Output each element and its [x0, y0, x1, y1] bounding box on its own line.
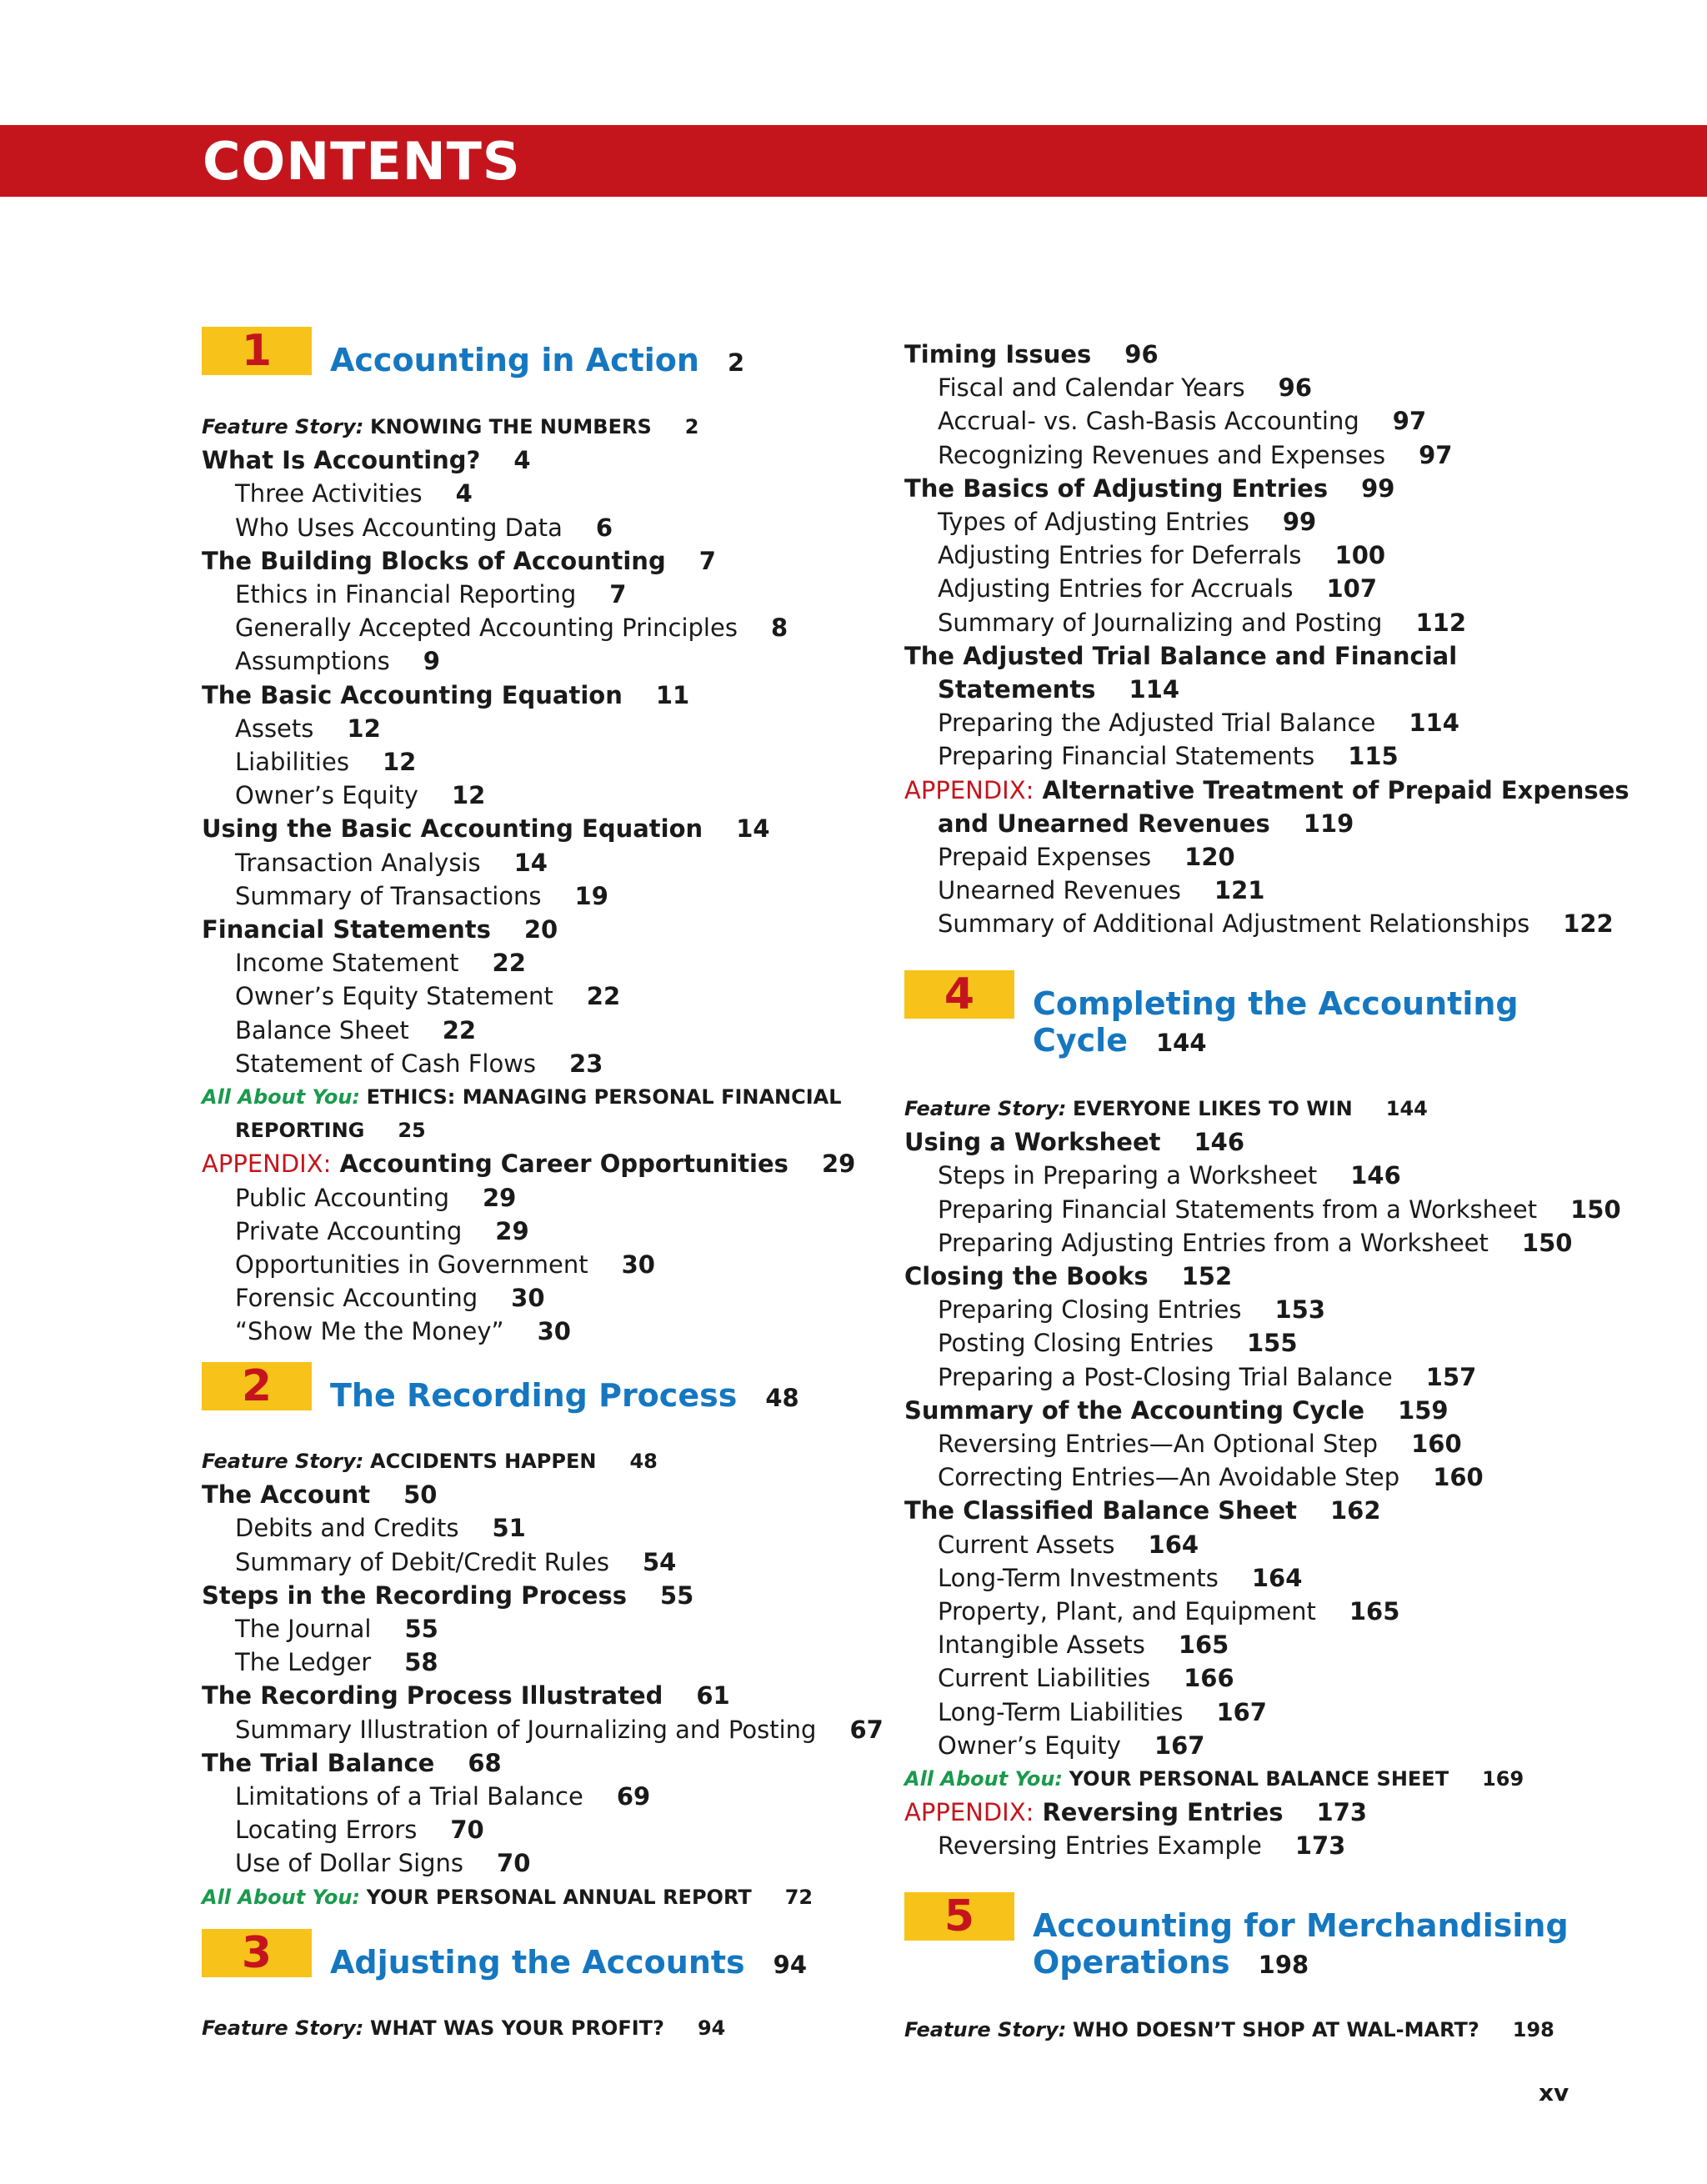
entry-page-number: 14 [736, 814, 770, 843]
entry-title: Public Accounting [235, 1184, 449, 1212]
entry-title: Reversing Entries—An Optional Step [938, 1430, 1379, 1458]
entry-page-number: 2 [684, 415, 699, 438]
entry-label: All About You: [904, 1767, 1063, 1791]
entry-page-number: 4 [455, 479, 473, 508]
entry-title: Three Activities [235, 479, 423, 508]
entry-title: Unearned Revenues [938, 876, 1181, 904]
chapter-title[interactable] [330, 1944, 807, 1983]
toc-subsection[interactable] [235, 946, 526, 979]
chapter-title[interactable] [330, 1377, 799, 1416]
toc-subsection[interactable] [235, 1014, 476, 1047]
entry-page-number: 159 [1398, 1396, 1449, 1425]
entry-label: All About You: [202, 1085, 360, 1109]
entry-page-number: 146 [1194, 1128, 1245, 1156]
entry-page-number: 114 [1409, 709, 1459, 737]
entry-page-number: 22 [586, 982, 621, 1010]
toc-subsection[interactable] [938, 1193, 1621, 1226]
entry-page-number: 30 [621, 1250, 655, 1279]
entry-title: Summary of the Accounting Cycle [904, 1396, 1365, 1425]
entry-page-number: 55 [404, 1615, 438, 1643]
entry-title: The Trial Balance [202, 1749, 435, 1777]
entry-title: Owner’s Equity Statement [235, 982, 553, 1010]
entry-page-number: 160 [1433, 1463, 1484, 1491]
entry-page-number: 114 [1129, 675, 1180, 704]
chapter-title[interactable] [1033, 1907, 1569, 1983]
toc-subsection[interactable] [938, 1595, 1399, 1628]
entry-title: Limitations of a Trial Balance [235, 1782, 583, 1811]
entry-page-number: 165 [1178, 1630, 1229, 1659]
toc-subsection[interactable] [938, 1729, 1204, 1762]
entry-page-number: 23 [569, 1049, 603, 1078]
toc-subsection[interactable] [235, 511, 613, 544]
entry-title: and Unearned Revenues [938, 809, 1270, 838]
toc-section-heading[interactable] [904, 1494, 1381, 1527]
entry-page-number: 120 [1184, 843, 1235, 871]
chapter-title-text-line2: Operations [1033, 1944, 1230, 1981]
entry-title: Current Assets [938, 1530, 1115, 1559]
entry-title: Closing the Books [904, 1262, 1149, 1290]
toc-subsection[interactable] [938, 1460, 1484, 1494]
toc-subsection[interactable] [235, 979, 620, 1013]
entry-title: Generally Accepted Accounting Principles [235, 614, 738, 642]
entry-title: Reversing Entries [1042, 1798, 1284, 1826]
chapter-title-text-line2: Cycle [1033, 1022, 1128, 1059]
toc-subsection[interactable] [235, 1780, 650, 1813]
page-title: CONTENTS [203, 131, 521, 192]
toc-section-heading[interactable] [202, 913, 558, 946]
toc-section-heading[interactable] [202, 443, 531, 477]
chapter-title-text: Adjusting the Accounts [330, 1944, 745, 1981]
entry-page-number: 12 [382, 748, 417, 776]
chapter-number-chip: 3 [202, 1929, 312, 1977]
chapter-title-text: Accounting in Action [330, 342, 699, 378]
toc-subsection[interactable] [938, 1696, 1267, 1729]
toc-subsection[interactable] [938, 1360, 1476, 1394]
entry-title: Correcting Entries—An Avoidable Step [938, 1463, 1400, 1491]
entry-page-number: 29 [482, 1184, 517, 1212]
toc-section-heading[interactable] [202, 1579, 693, 1612]
entry-label: Feature Story: [202, 1450, 364, 1473]
toc-subsection[interactable] [938, 1427, 1462, 1460]
entry-title: EVERYONE LIKES TO WIN [1073, 1097, 1353, 1120]
entry-title: Property, Plant, and Equipment [938, 1597, 1316, 1625]
entry-page-number: 29 [821, 1150, 856, 1178]
toc-section-heading[interactable] [904, 1394, 1449, 1427]
toc-subsection[interactable] [938, 1829, 1345, 1862]
contents-banner [0, 125, 1707, 197]
entry-page-number: 112 [1415, 609, 1467, 637]
entry-page-number: 19 [574, 882, 608, 910]
toc-subsection[interactable] [235, 611, 788, 644]
toc-section-heading[interactable] [904, 1125, 1244, 1159]
entry-title: Adjusting Entries for Accruals [938, 574, 1294, 603]
toc-subsection[interactable] [235, 1215, 529, 1248]
entry-title: Debits and Credits [235, 1514, 459, 1542]
entry-title: Long-Term Liabilities [938, 1698, 1184, 1726]
entry-page-number: 7 [609, 580, 627, 609]
toc-subsection[interactable] [235, 1846, 530, 1880]
feature-story-entry[interactable] [202, 2011, 725, 2045]
entry-page-number: 67 [849, 1716, 884, 1744]
entry-title: Forensic Accounting [235, 1284, 478, 1312]
entry-page-number: 94 [697, 2016, 726, 2040]
chapter-title-text: The Recording Process [330, 1377, 738, 1414]
entry-title: WHAT WAS YOUR PROFIT? [370, 2016, 664, 2040]
entry-page-number: 22 [442, 1016, 477, 1044]
toc-section-heading[interactable] [202, 812, 770, 845]
entry-title: Balance Sheet [235, 1016, 409, 1044]
entry-title: Transaction Analysis [235, 849, 481, 877]
entry-title: Locating Errors [235, 1816, 418, 1844]
entry-title: “Show Me the Money” [235, 1317, 504, 1345]
entry-title: Using a Worksheet [904, 1128, 1161, 1156]
feature-story-entry[interactable] [202, 410, 698, 443]
chapter-page-number: 2 [727, 348, 745, 377]
entry-page-number: 9 [423, 647, 440, 675]
chapter-page-number: 198 [1258, 1951, 1309, 1979]
entry-title: The Basic Accounting Equation [202, 681, 623, 709]
entry-page-number: 69 [616, 1782, 651, 1811]
entry-label: Feature Story: [904, 1097, 1067, 1120]
entry-page-number: 150 [1570, 1195, 1621, 1224]
toc-subsection[interactable] [235, 1181, 516, 1215]
toc-section-heading[interactable] [202, 1478, 437, 1511]
entry-page-number: 144 [1385, 1097, 1428, 1120]
feature-story-entry[interactable] [904, 2013, 1554, 2046]
entry-title: Preparing a Post-Closing Trial Balance [938, 1363, 1393, 1391]
chapter-title[interactable] [1033, 985, 1519, 1061]
entry-title: Liabilities [235, 748, 349, 776]
all-about-you-entry[interactable] [904, 1762, 1524, 1796]
entry-label: Feature Story: [202, 415, 364, 438]
entry-title: Owner’s Equity [938, 1731, 1121, 1760]
entry-page-number: 8 [770, 614, 788, 642]
entry-title: What Is Accounting? [202, 446, 481, 474]
entry-label: Feature Story: [904, 2018, 1067, 2041]
entry-page-number: 20 [523, 915, 558, 944]
entry-title: Assumptions [235, 647, 390, 675]
feature-story-entry[interactable] [202, 1445, 658, 1478]
entry-title: Steps in the Recording Process [202, 1581, 627, 1610]
toc-subsection[interactable] [235, 1315, 571, 1348]
entry-page-number: 155 [1246, 1329, 1298, 1357]
entry-title: Posting Closing Entries [938, 1329, 1214, 1357]
entry-page-number: 61 [696, 1681, 730, 1710]
toc-section-heading[interactable] [904, 472, 1394, 505]
entry-page-number: 160 [1411, 1430, 1462, 1458]
toc-subsection[interactable] [938, 739, 1399, 773]
entry-title: Financial Statements [202, 915, 491, 944]
entry-page-number: 97 [1392, 407, 1427, 435]
entry-page-number: 96 [1278, 373, 1312, 402]
entry-page-number: 167 [1216, 1698, 1267, 1726]
entry-page-number: 121 [1214, 876, 1265, 904]
entry-title: Reversing Entries Example [938, 1831, 1262, 1860]
entry-page-number: 30 [511, 1284, 545, 1312]
toc-subsection[interactable] [235, 1511, 526, 1545]
entry-title: The Building Blocks of Accounting [202, 547, 666, 575]
toc-subsection[interactable] [235, 1713, 884, 1746]
entry-title: ACCIDENTS HAPPEN [370, 1450, 597, 1473]
entry-title: Preparing the Adjusted Trial Balance [938, 709, 1376, 737]
toc-subsection[interactable] [938, 371, 1312, 404]
entry-page-number: 173 [1316, 1798, 1368, 1826]
entry-title: Summary of Debit/Credit Rules [235, 1548, 609, 1576]
entry-title: Types of Adjusting Entries [938, 508, 1249, 536]
entry-title: Accounting Career Opportunities [339, 1150, 788, 1178]
entry-page-number: 150 [1521, 1229, 1573, 1257]
entry-page-number: 119 [1303, 809, 1354, 838]
entry-page-number: 68 [468, 1749, 502, 1777]
entry-title: Preparing Financial Statements from a Worksheet [938, 1195, 1538, 1224]
entry-title: Opportunities in Government [235, 1250, 588, 1279]
entry-title: Summary of Transactions [235, 882, 542, 910]
toc-subsection[interactable] [938, 572, 1377, 605]
entry-page-number: 48 [629, 1450, 658, 1473]
toc-section-heading[interactable] [202, 679, 689, 712]
entry-title: Alternative Treatment of Prepaid Expenses [1042, 776, 1629, 804]
toc-subsection[interactable] [938, 907, 1614, 940]
entry-title: Intangible Assets [938, 1630, 1145, 1659]
entry-title: Preparing Adjusting Entries from a Worksheet [938, 1229, 1489, 1257]
toc-subsection[interactable] [235, 712, 381, 745]
entry-title: Owner’s Equity [235, 781, 418, 809]
entry-title: The Adjusted Trial Balance and Financial [904, 642, 1458, 670]
entry-title: The Account [202, 1480, 371, 1509]
toc-subsection[interactable] [938, 538, 1385, 572]
toc-subsection[interactable] [235, 1545, 676, 1579]
entry-page-number: 152 [1181, 1262, 1233, 1290]
entry-page-number: 173 [1294, 1831, 1346, 1860]
entry-title: Who Uses Accounting Data [235, 513, 563, 542]
entry-title: Long-Term Investments [938, 1564, 1219, 1592]
toc-subsection[interactable] [235, 1281, 545, 1315]
entry-title: Statement of Cash Flows [235, 1049, 537, 1078]
toc-subsection[interactable] [235, 879, 608, 913]
toc-subsection[interactable] [938, 1293, 1325, 1326]
entry-title: ETHICS: MANAGING PERSONAL FINANCIAL [366, 1085, 842, 1109]
entry-page-number: 55 [659, 1581, 694, 1610]
toc-subsection[interactable] [235, 846, 548, 879]
entry-page-number: 107 [1326, 574, 1378, 603]
toc-section-heading[interactable] [202, 1746, 502, 1780]
entry-title: REPORTING [235, 1119, 365, 1142]
entry-page-number: 157 [1425, 1363, 1477, 1391]
toc-subsection[interactable] [235, 779, 485, 812]
toc-subsection[interactable] [235, 477, 473, 510]
toc-section-heading[interactable] [904, 1260, 1232, 1293]
entry-page-number: 25 [398, 1119, 426, 1142]
entry-title: YOUR PERSONAL ANNUAL REPORT [366, 1886, 752, 1909]
toc-entry-continuation[interactable] [938, 673, 1179, 706]
all-about-you-entry[interactable] [202, 1080, 842, 1114]
entry-title: WHO DOESN’T SHOP AT WAL-MART? [1073, 2018, 1479, 2041]
entry-page-number: 70 [450, 1816, 484, 1844]
entry-page-number: 165 [1349, 1597, 1400, 1625]
toc-subsection[interactable] [938, 1628, 1229, 1661]
toc-subsection[interactable] [938, 1528, 1199, 1561]
chapter-title-text: Accounting for Merchandising [1033, 1907, 1569, 1944]
entry-title: Fiscal and Calendar Years [938, 373, 1245, 402]
entry-label: All About You: [202, 1886, 360, 1909]
entry-page-number: 100 [1334, 541, 1386, 569]
entry-page-number: 54 [642, 1548, 677, 1576]
entry-title: Steps in Preparing a Worksheet [938, 1161, 1318, 1190]
entry-page-number: 166 [1184, 1664, 1234, 1692]
entry-title: YOUR PERSONAL BALANCE SHEET [1069, 1767, 1449, 1791]
entry-title: Summary Illustration of Journalizing and Posting [235, 1716, 817, 1744]
chapter-page-number: 144 [1155, 1029, 1207, 1057]
entry-title: The Classified Balance Sheet [904, 1496, 1297, 1525]
entry-page-number: 167 [1154, 1731, 1205, 1760]
entry-title: Ethics in Financial Reporting [235, 580, 577, 609]
entry-page-number: 122 [1563, 909, 1614, 938]
appendix-entry[interactable] [904, 774, 1629, 807]
toc-subsection[interactable] [938, 1661, 1234, 1695]
toc-subsection[interactable] [938, 438, 1452, 472]
entry-label: APPENDIX: [904, 1798, 1034, 1826]
entry-title: Statements [938, 675, 1096, 704]
entry-page-number: 12 [347, 714, 381, 743]
toc-subsection[interactable] [938, 404, 1426, 438]
chapter-number-chip: 5 [904, 1892, 1014, 1941]
entry-page-number: 14 [513, 849, 548, 877]
entry-label: APPENDIX: [202, 1150, 332, 1178]
toc-subsection[interactable] [235, 745, 416, 779]
entry-page-number: 115 [1348, 742, 1399, 770]
toc-subsection[interactable] [938, 874, 1264, 907]
entry-title: Summary of Journalizing and Posting [938, 609, 1383, 637]
entry-page-number: 11 [655, 681, 690, 709]
toc-subsection[interactable] [235, 578, 626, 611]
chapter-page-number: 94 [773, 1951, 808, 1979]
page-number: xv [1539, 2079, 1569, 2106]
entry-title: Assets [235, 714, 314, 743]
entry-title: The Journal [235, 1615, 372, 1643]
toc-section-heading[interactable] [904, 338, 1159, 371]
chapter-number-chip: 4 [904, 970, 1014, 1019]
toc-subsection[interactable] [235, 644, 440, 678]
entry-title: Prepaid Expenses [938, 843, 1152, 871]
chapter-page-number: 48 [765, 1384, 799, 1412]
toc-subsection[interactable] [938, 505, 1316, 538]
entry-page-number: 4 [513, 446, 531, 474]
toc-subsection[interactable] [938, 1561, 1302, 1595]
toc-subsection[interactable] [938, 1226, 1572, 1260]
entry-page-number: 7 [698, 547, 716, 575]
entry-page-number: 169 [1482, 1767, 1524, 1791]
entry-page-number: 146 [1350, 1161, 1401, 1190]
toc-entry-continuation[interactable] [938, 807, 1354, 840]
entry-page-number: 164 [1148, 1530, 1199, 1559]
entry-title: Private Accounting [235, 1217, 463, 1245]
entry-title: Preparing Closing Entries [938, 1295, 1242, 1324]
toc-subsection[interactable] [938, 840, 1235, 874]
entry-title: KNOWING THE NUMBERS [370, 415, 652, 438]
toc-section-heading[interactable] [904, 639, 1457, 673]
toc-subsection[interactable] [235, 1612, 438, 1646]
entry-title: The Basics of Adjusting Entries [904, 474, 1329, 503]
entry-page-number: 99 [1361, 474, 1395, 503]
entry-page-number: 153 [1274, 1295, 1326, 1324]
entry-title: Adjusting Entries for Deferrals [938, 541, 1302, 569]
toc-subsection[interactable] [235, 1813, 484, 1846]
toc-subsection[interactable] [938, 1159, 1401, 1192]
toc-subsection[interactable] [938, 1326, 1298, 1360]
entry-title: Summary of Additional Adjustment Relationships [938, 909, 1530, 938]
toc-subsection[interactable] [938, 706, 1459, 739]
toc-section-heading[interactable] [202, 544, 716, 578]
entry-title: Timing Issues [904, 340, 1092, 368]
entry-page-number: 97 [1419, 441, 1453, 469]
chapter-number-chip: 1 [202, 327, 312, 375]
entry-page-number: 58 [404, 1648, 438, 1676]
entry-page-number: 12 [451, 781, 486, 809]
toc-subsection[interactable] [235, 1646, 438, 1679]
entry-page-number: 72 [784, 1886, 813, 1909]
toc-subsection[interactable] [235, 1047, 603, 1080]
chapter-title[interactable] [330, 342, 744, 381]
entry-title: Recognizing Revenues and Expenses [938, 441, 1386, 469]
entry-label: Feature Story: [202, 2016, 364, 2040]
all-about-you-entry[interactable] [202, 1881, 813, 1914]
entry-page-number: 162 [1329, 1496, 1381, 1525]
entry-page-number: 51 [492, 1514, 526, 1542]
entry-title: The Recording Process Illustrated [202, 1681, 663, 1710]
entry-page-number: 6 [595, 513, 613, 542]
entry-title: Current Liabilities [938, 1664, 1151, 1692]
entry-title: Income Statement [235, 949, 459, 977]
appendix-entry[interactable] [202, 1147, 855, 1180]
entry-title: The Ledger [235, 1648, 372, 1676]
entry-page-number: 96 [1124, 340, 1159, 368]
entry-title: Accrual- vs. Cash-Basis Accounting [938, 407, 1359, 435]
entry-page-number: 50 [403, 1480, 438, 1509]
toc-section-heading[interactable] [202, 1679, 730, 1712]
chapter-title-text: Completing the Accounting [1033, 985, 1519, 1022]
feature-story-entry[interactable] [904, 1092, 1428, 1125]
entry-page-number: 30 [537, 1317, 571, 1345]
toc-subsection[interactable] [938, 606, 1466, 639]
entry-page-number: 99 [1282, 508, 1317, 536]
entry-page-number: 164 [1251, 1564, 1303, 1592]
toc-subsection[interactable] [235, 1248, 655, 1281]
entry-page-number: 70 [497, 1849, 531, 1877]
entry-title: Use of Dollar Signs [235, 1849, 464, 1877]
appendix-entry[interactable] [904, 1796, 1367, 1829]
entry-page-number: 29 [495, 1217, 529, 1245]
entry-label: APPENDIX: [904, 776, 1034, 804]
entry-page-number: 22 [492, 949, 526, 977]
chapter-number-chip: 2 [202, 1362, 312, 1410]
entry-title: Using the Basic Accounting Equation [202, 814, 703, 843]
entry-title: Preparing Financial Statements [938, 742, 1315, 770]
toc-entry-continuation[interactable] [235, 1114, 426, 1147]
entry-page-number: 198 [1512, 2018, 1554, 2041]
